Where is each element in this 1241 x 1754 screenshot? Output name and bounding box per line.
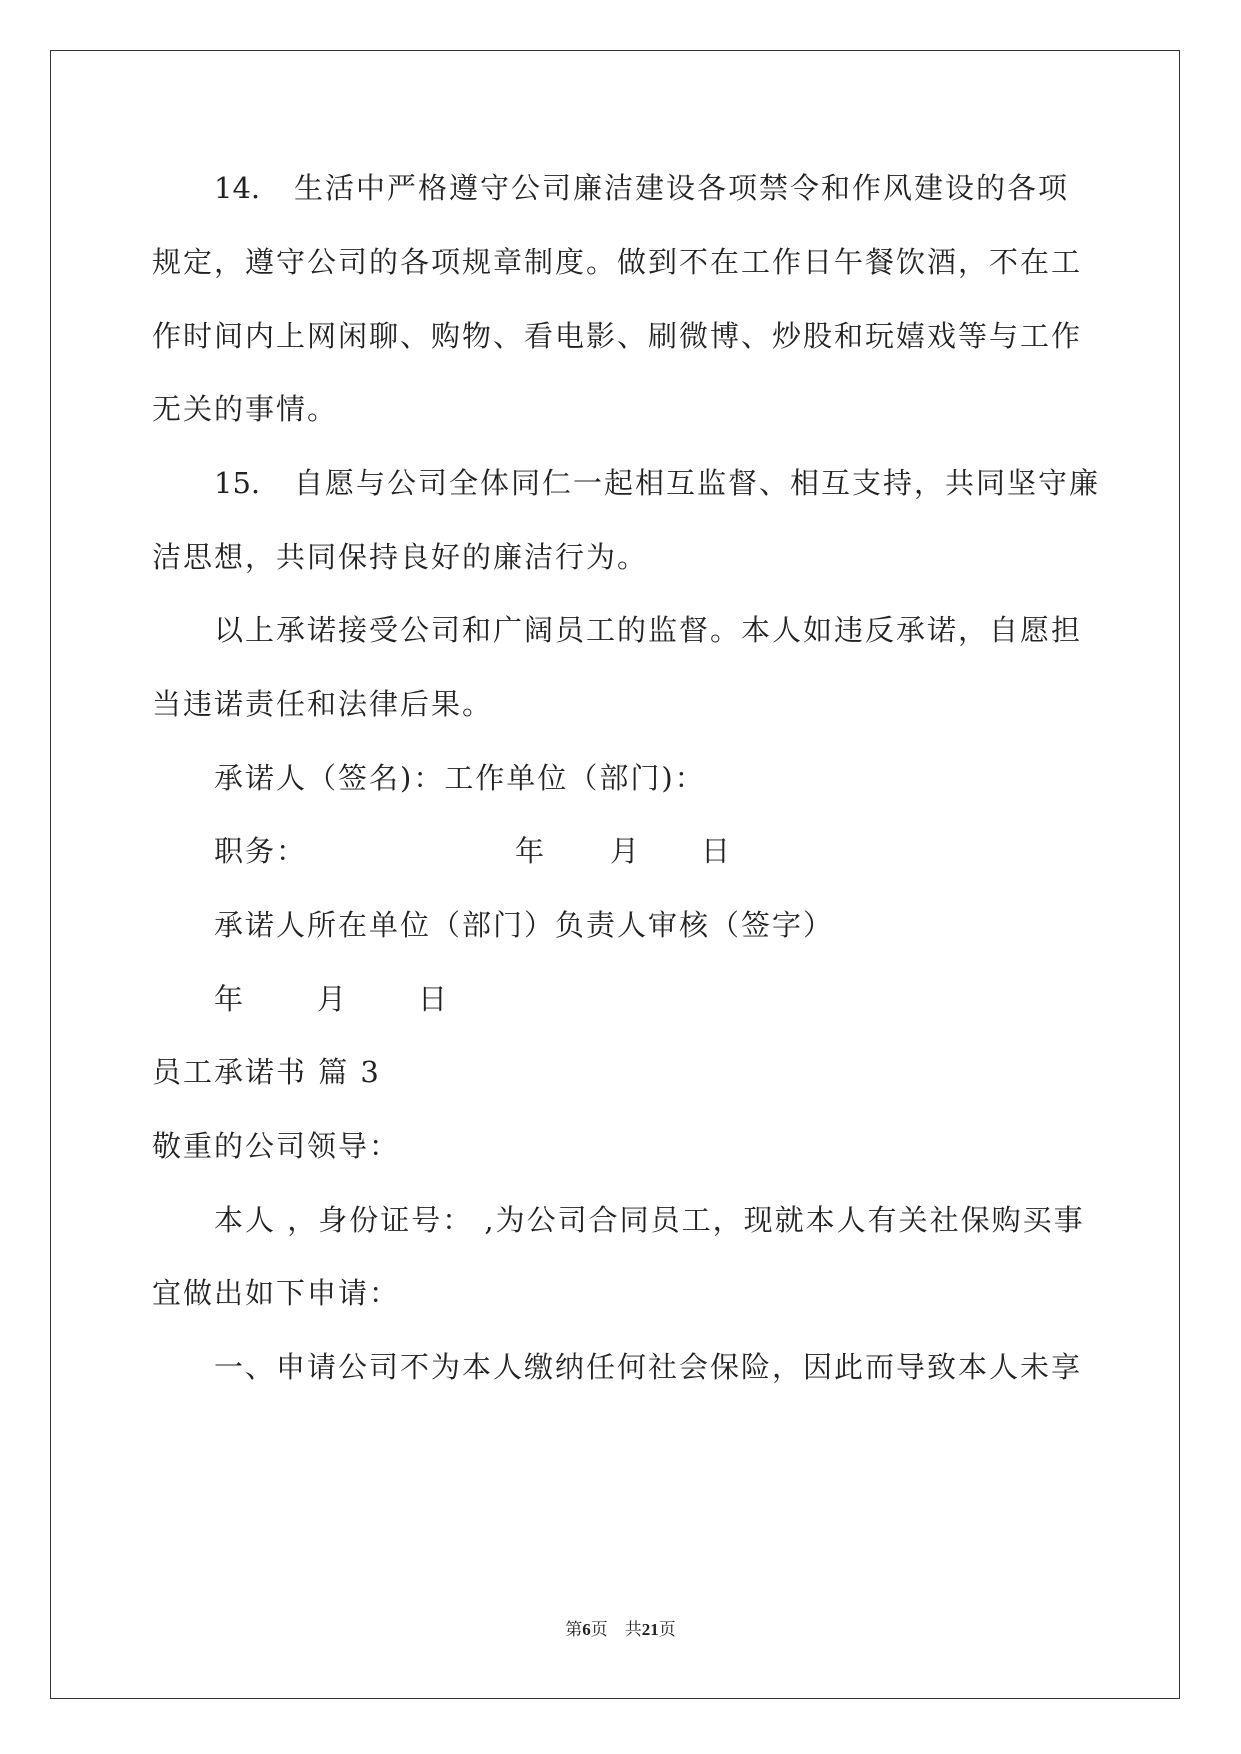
closing-line1: 以上承诺接受公司和广阔员工的监督。本人如违反承诺，自愿担 xyxy=(214,613,1083,647)
footer-page-number: 6 xyxy=(582,1620,591,1639)
position-label: 职务： xyxy=(214,834,308,868)
review-month: 月 xyxy=(317,982,349,1016)
promiser-line: 承诺人（签名)：工作单位（部门)： xyxy=(214,761,706,795)
section3-para1-line1: 本人 ，身份证号： ,为公司合同员工，现就本人有关社保购买事 xyxy=(214,1203,1085,1237)
item14-line3: 作时间内上网闲聊、购物、看电影、刷微博、炒股和玩嬉戏等与工作 xyxy=(152,319,1083,353)
item14-line1 xyxy=(214,170,1069,206)
footer-prefix: 第 xyxy=(565,1620,583,1639)
item14-text1: 生活中严格遵守公司廉洁建设各项禁令和作风建设的各项 xyxy=(294,171,1070,205)
section3-salutation: 敬重的公司领导： xyxy=(152,1129,401,1163)
item15-line1 xyxy=(214,465,1100,501)
review-line: 承诺人所在单位（部门）负责人审核（签字） xyxy=(214,908,835,942)
date-month: 月 xyxy=(610,834,642,868)
item14-line4: 无关的事情。 xyxy=(152,392,339,426)
review-year: 年 xyxy=(214,982,246,1016)
item14-number: 14. xyxy=(214,171,261,205)
footer-suffix: 页 xyxy=(658,1620,676,1639)
item15-text1: 自愿与公司全体同仁一起相互监督、相互支持，共同坚守廉 xyxy=(294,466,1101,500)
item14-line2: 规定，遵守公司的各项规章制度。做到不在工作日午餐饮酒，不在工 xyxy=(152,245,1083,279)
page-footer xyxy=(0,1615,1241,1640)
section3-para1-line2: 宜做出如下申请： xyxy=(152,1276,401,1310)
section3-heading: 员工承诺书 篇 3 xyxy=(152,1055,381,1089)
item15-number: 15. xyxy=(214,466,261,500)
review-day: 日 xyxy=(418,982,450,1016)
footer-total-pages: 21 xyxy=(641,1620,659,1639)
item15-line2: 洁思想，共同保持良好的廉洁行为。 xyxy=(152,540,649,574)
footer-mid: 页 共 xyxy=(590,1620,642,1639)
page-border xyxy=(50,50,1180,1699)
section3-para2-line1: 一、申请公司不为本人缴纳任何社会保险，因此而导致本人未享 xyxy=(214,1350,1083,1384)
date-day: 日 xyxy=(701,834,733,868)
position-date-line xyxy=(214,833,732,869)
date-year: 年 xyxy=(515,834,547,868)
review-date-line xyxy=(214,981,449,1017)
closing-line2: 当违诺责任和法律后果。 xyxy=(152,687,494,721)
